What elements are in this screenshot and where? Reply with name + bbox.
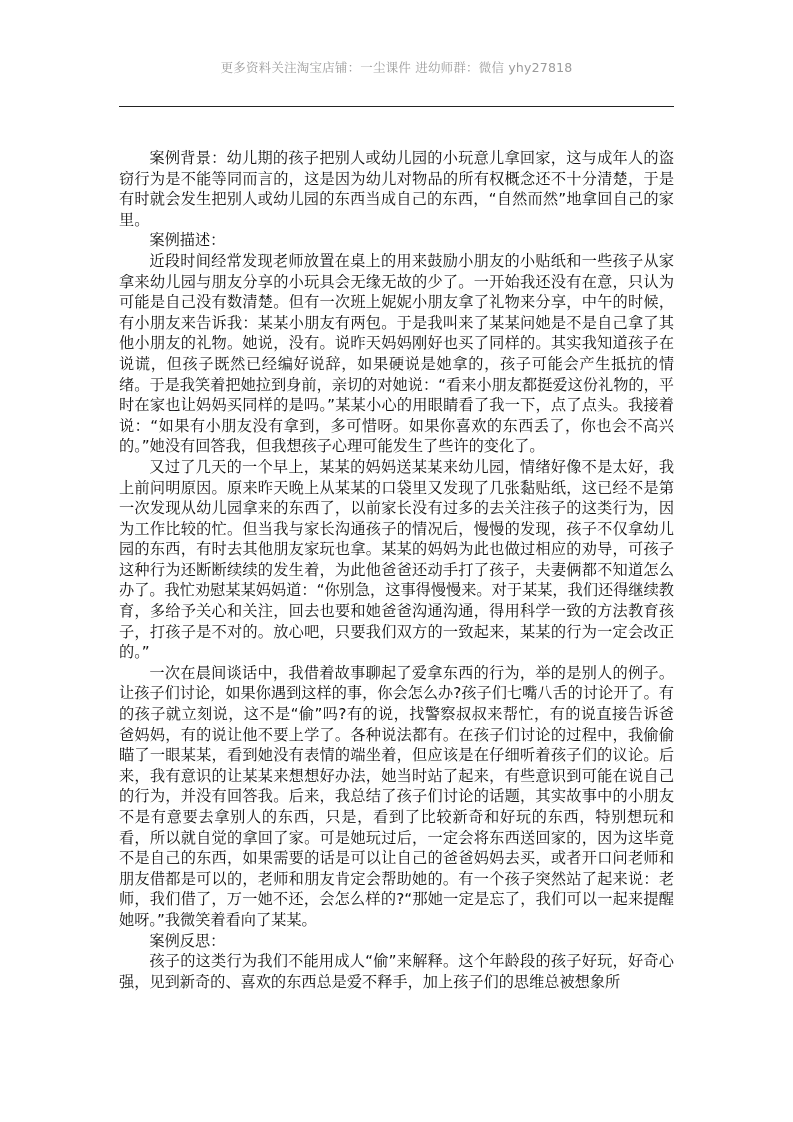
paragraph-description-1: 近段时间经常发现老师放置在桌上的用来鼓励小朋友的小贴纸和一些孩子从家拿来幼儿园与朋友分享的小玩具会无缘无故的少了。一开始我还没有在意，只认为可能是自己没有数清楚。但有一次班上妮妮小朋友拿了礼物来分享，中午的时候，有小朋友来告诉我：某某小朋友有两包。于是我叫来了某某问她是不是自己拿了其他小朋友的礼物。她说，没有。说昨天妈妈刚好也买了同样的。其实我知道孩子在说谎，但孩子既然已经编好说辞，如果硬说是她拿的，孩子可能会产生抵抗的情绪。于是我笑着把她拉到身前，亲切的对她说：“看来小朋友都挺爱这份礼物的，平时在家也让妈妈买同样的是吗。”某某小心的用眼睛看了我一下，点了点头。我接着说：“如果有小朋友没有拿到，多可惜呀。如果你喜欢的东西丢了，你也会不高兴的。”她没有回答我，但我想孩子心理可能发生了些许的变化了。 [119,251,674,456]
paragraph-description-3: 一次在晨间谈话中，我借着故事聊起了爱拿东西的行为，举的是别人的例子。让孩子们讨论，如果你遇到这样的事，你会怎么办?孩子们七嘴八舌的讨论开了。有的孩子就立刻说，这不是“偷”吗?有的说，找警察叔叔来帮忙，有的说直接告诉爸爸妈妈，有的说让他不要上学了。各种说法都有。在孩子们讨论的过程中，我偷偷瞄了一眼某某，看到她没有表情的端坐着，但应该是在仔细听着孩子们的议论。后来，我有意识的让某某来想想好办法，她当时站了起来，有些意识到可能在说自己的行为，并没有回答我。后来，我总结了孩子们讨论的话题，其实故事中的小朋友不是有意要去拿别人的东西，只是，看到了比较新奇和好玩的东西，特别想玩和看，所以就自觉的拿回了家。可是她玩过后，一定会将东西送回家的，因为这毕竟不是自己的东西，如果需要的话是可以让自己的爸爸妈妈去买，或者开口问老师和朋友借都是可以的，老师和朋友肯定会帮助她的。有一个孩子突然站了起来说：老师，我们借了，万一她不还，会怎么样的?“那她一定是忘了，我们可以一起来提醒她呀。”我微笑着看向了某某。 [119,663,674,929]
paragraph-reflection: 孩子的这类行为我们不能用成人“偷”来解释。这个年龄段的孩子好玩，好奇心强，见到新奇的、喜欢的东西总是爱不释手，加上孩子们的思维总被想象所 [119,952,674,991]
heading-description: 案例描述： [149,231,226,250]
paragraph-background: 案例背景：幼儿期的孩子把别人或幼儿园的小玩意儿拿回家，这与成年人的盗窃行为是不能等同而言的，这是因为幼儿对物品的所有权概念还不十分清楚，于是有时就会发生把别人或幼儿园的东西当成自己的东西，“自然而然”地拿回自己的家里。 [119,149,674,229]
heading-reflection: 案例反思： [149,931,226,950]
header-divider [119,106,674,107]
document-body [119,148,674,992]
page-header-text: 更多资料关注淘宝店铺：一尘课件 进幼师群：微信 yhy27818 [220,60,573,75]
paragraph-description-2: 又过了几天的一个早上，某某的妈妈送某某来幼儿园，情绪好像不是太好，我上前问明原因。原来昨天晚上从某某的口袋里又发现了几张黏贴纸，这已经不是第一次发现从幼儿园拿来的东西了，以前家长没有过多的去关注孩子的这类行为，因为工作比较的忙。但当我与家长沟通孩子的情况后，慢慢的发现，孩子不仅拿幼儿园的东西，有时去其他朋友家玩也拿。某某的妈妈为此也做过相应的劝导，可孩子这种行为还断断续续的发生着，为此他爸爸还动手打了孩子，夫妻俩都不知道怎么办了。我忙劝慰某某妈妈道：“你别急，这事得慢慢来。对于某某，我们还得继续教育，多给予关心和关注，回去也要和她爸爸沟通沟通，得用科学一致的方法教育孩子，打孩子是不对的。放心吧，只要我们双方的一致起来，某某的行为一定会改正的。” [119,457,674,662]
